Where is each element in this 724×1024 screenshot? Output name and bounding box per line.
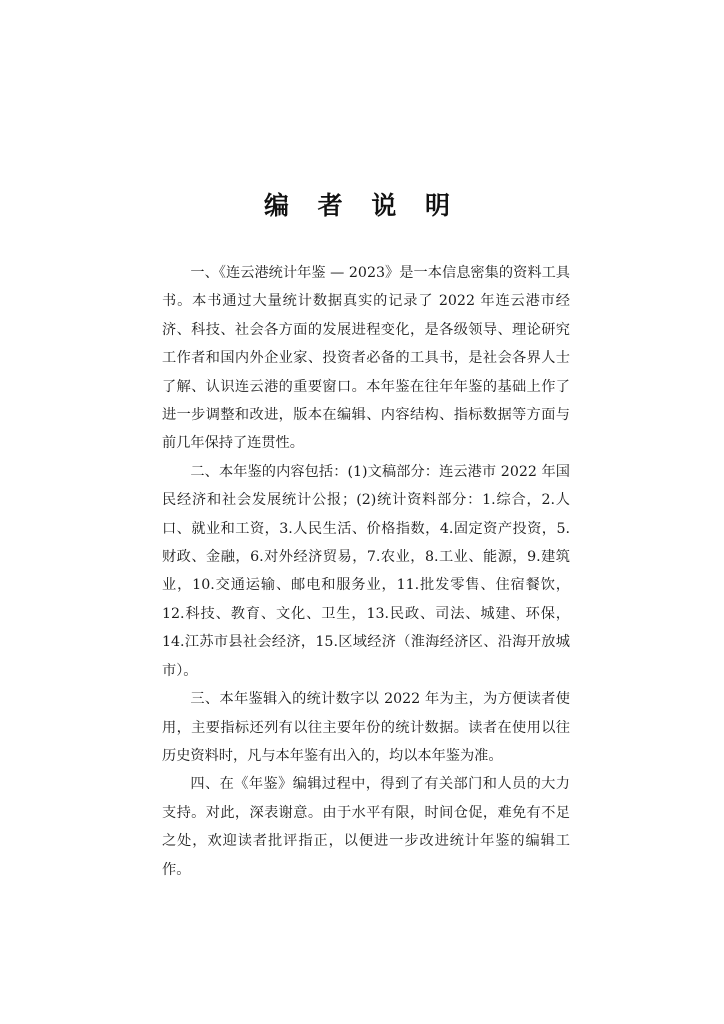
page-title: 编 者 说 明 [263, 191, 461, 220]
paragraph-2: 二、本年鉴的内容包括：(1)文稿部分：连云港市 2022 年国民经济和社会发展统计公报；(2)统计资料部分：1.综合，2.人口、就业和工资，3.人民生活、价格指数，4.固定资产投资，5.财政、金融，6.对外经济贸易，7.农业，8.工业、能源，9.建筑业，10.交通运输、邮电和服务业，11.批发零售、住宿餐饮，12.科技、教育、文化、卫生，13.民政、司法、城建、环保，14.江苏市县社会经济，15.区域经济（淮海经济区、沿海开放城市）。 [162, 463, 570, 679]
document-body [162, 259, 570, 884]
paragraph-3: 三、本年鉴辑入的统计数字以 2022 年为主，为方便读者使用，主要指标还列有以往主要年份的统计数据。读者在使用以往历史资料时，凡与本年鉴有出入的，均以本年鉴为准。 [162, 691, 570, 764]
paragraph-1: 一、《连云港统计年鉴 — 2023》是一本信息密集的资料工具书。本书通过大量统计数据真实的记录了 2022 年连云港市经济、科技、社会各方面的发展进程变化，是各级领导、理论研究工作者和国内外企业家、投资者必备的工具书，是社会各界人士了解、认识连云港的重要窗口。本年鉴在往年年鉴的基础上作了进一步调整和改进，版本在编辑、内容结构、指标数据等方面与前几年保持了连贯性。 [162, 265, 570, 452]
paragraph-4: 四、在《年鉴》编辑过程中，得到了有关部门和人员的大力支持。对此，深表谢意。由于水平有限，时间仓促，难免有不足之处，欢迎读者批评指正，以便进一步改进统计年鉴的编辑工作。 [162, 776, 570, 878]
